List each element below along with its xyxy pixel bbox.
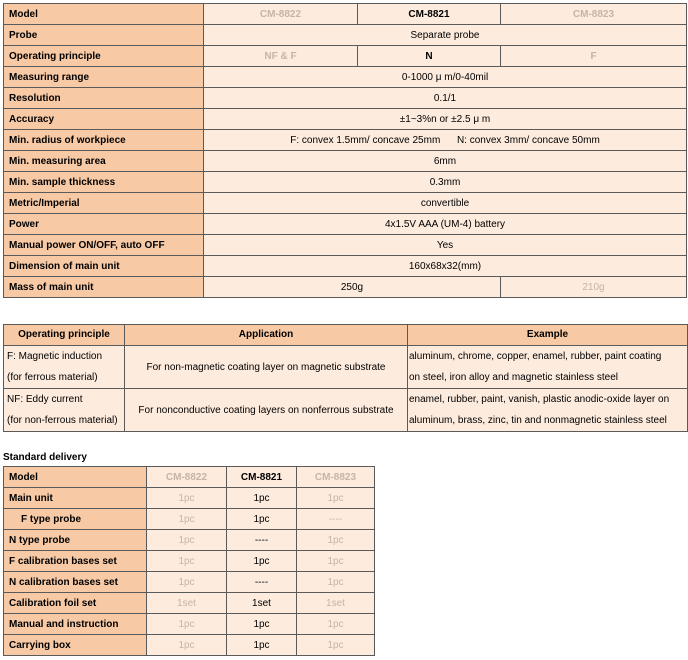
delivery-row-foil	[4, 593, 375, 614]
item-qty-cm8823: 1pc	[297, 530, 375, 551]
principle-name: F: Magnetic induction	[7, 351, 103, 362]
spec-row-mass	[4, 277, 687, 298]
radius-value: F: convex 1.5mm/ concave 25mm N: convex 3mm/ concave 50mm	[204, 130, 687, 151]
item-qty-cm8821: 1pc	[227, 509, 297, 530]
model-cm8822: CM-8822	[204, 4, 358, 25]
principle-cm8822: NF & F	[204, 46, 358, 67]
model-cm8823: CM-8823	[501, 4, 687, 25]
principle-name: NF: Eddy current	[7, 394, 83, 405]
principle-cm8823: F	[501, 46, 687, 67]
spec-row-manual-power	[4, 235, 687, 256]
item-qty-cm8821: ----	[227, 530, 297, 551]
dimension-value: 160x68x32(mm)	[204, 256, 687, 277]
radius-label: Min. radius of workpiece	[4, 130, 204, 151]
item-qty-cm8822: 1set	[147, 593, 227, 614]
thickness-value: 0.3mm	[204, 172, 687, 193]
model-label: Model	[4, 4, 204, 25]
accuracy-value: ±1~3%n or ±2.5 μ m	[204, 109, 687, 130]
principle-material: (for non-ferrous material)	[7, 415, 118, 426]
spec-row-principle	[4, 46, 687, 67]
item-qty-cm8823: 1pc	[297, 635, 375, 656]
item-qty-cm8823: 1pc	[297, 488, 375, 509]
spec-row-thickness	[4, 172, 687, 193]
item-label: F type probe	[4, 509, 147, 530]
principle-material: (for ferrous material)	[7, 372, 98, 383]
spec-row-resolution	[4, 88, 687, 109]
power-label: Power	[4, 214, 204, 235]
model-cm8821: CM-8821	[358, 4, 501, 25]
area-value: 6mm	[204, 151, 687, 172]
delivery-row-manual	[4, 614, 375, 635]
delivery-row-n-probe	[4, 530, 375, 551]
item-qty-cm8823: 1set	[297, 593, 375, 614]
item-qty-cm8823: 1pc	[297, 614, 375, 635]
spec-row-range	[4, 67, 687, 88]
resolution-label: Resolution	[4, 88, 204, 109]
principle-cm8821: N	[358, 46, 501, 67]
mass-cm8823: 210g	[501, 277, 687, 298]
item-label: Carrying box	[4, 635, 147, 656]
item-qty-cm8822: 1pc	[147, 635, 227, 656]
example-line: enamel, rubber, paint, vanish, plastic anodic-oxide layer on	[409, 394, 670, 405]
range-value: 0-1000 μ m/0-40mil	[204, 67, 687, 88]
example-line: aluminum, brass, zinc, tin and nonmagnetic stainless steel	[409, 415, 667, 426]
item-qty-cm8821: 1pc	[227, 551, 297, 572]
spec-row-metric	[4, 193, 687, 214]
dimension-label: Dimension of main unit	[4, 256, 204, 277]
item-qty-cm8823: 1pc	[297, 572, 375, 593]
probe-value: Separate probe	[204, 25, 687, 46]
spec-row-model	[4, 4, 687, 25]
item-label: N type probe	[4, 530, 147, 551]
accuracy-label: Accuracy	[4, 109, 204, 130]
range-label: Measuring range	[4, 67, 204, 88]
item-label: N calibration bases set	[4, 572, 147, 593]
example-header: Example	[408, 325, 688, 346]
metric-value: convertible	[204, 193, 687, 214]
spec-row-probe	[4, 25, 687, 46]
item-qty-cm8821: 1pc	[227, 614, 297, 635]
probe-label: Probe	[4, 25, 204, 46]
manual-power-label: Manual power ON/OFF, auto OFF	[4, 235, 204, 256]
example-cell	[408, 389, 688, 432]
item-label: Main unit	[4, 488, 147, 509]
manual-power-value: Yes	[204, 235, 687, 256]
delivery-row-n-bases	[4, 572, 375, 593]
delivery-model-label: Model	[4, 467, 147, 488]
application-cell: For nonconductive coating layers on nonferrous substrate	[125, 389, 408, 432]
delivery-model-cm8823: CM-8823	[297, 467, 375, 488]
thickness-label: Min. sample thickness	[4, 172, 204, 193]
application-cell: For non-magnetic coating layer on magnetic substrate	[125, 346, 408, 389]
delivery-row-box	[4, 635, 375, 656]
mass-label: Mass of main unit	[4, 277, 204, 298]
area-label: Min. measuring area	[4, 151, 204, 172]
principle-label: Operating principle	[4, 46, 204, 67]
item-qty-cm8822: 1pc	[147, 614, 227, 635]
delivery-table	[3, 466, 375, 656]
example-cell	[408, 346, 688, 389]
spec-row-dimension	[4, 256, 687, 277]
principle-cell	[4, 389, 125, 432]
principle-header: Operating principle	[4, 325, 125, 346]
item-label: Calibration foil set	[4, 593, 147, 614]
item-qty-cm8823: ----	[297, 509, 375, 530]
item-label: F calibration bases set	[4, 551, 147, 572]
item-qty-cm8822: 1pc	[147, 572, 227, 593]
delivery-row-main-unit	[4, 488, 375, 509]
item-qty-cm8821: ----	[227, 572, 297, 593]
spec-table	[3, 3, 687, 298]
spec-row-accuracy	[4, 109, 687, 130]
delivery-model-cm8822: CM-8822	[147, 467, 227, 488]
delivery-title: Standard delivery	[3, 452, 87, 463]
principle-row-f	[4, 346, 688, 389]
resolution-value: 0.1/1	[204, 88, 687, 109]
metric-label: Metric/Imperial	[4, 193, 204, 214]
power-value: 4x1.5V AAA (UM-4) battery	[204, 214, 687, 235]
application-header: Application	[125, 325, 408, 346]
item-qty-cm8822: 1pc	[147, 509, 227, 530]
spec-row-radius	[4, 130, 687, 151]
delivery-row-f-probe	[4, 509, 375, 530]
item-label: Manual and instruction	[4, 614, 147, 635]
delivery-model-cm8821: CM-8821	[227, 467, 297, 488]
item-qty-cm8823: 1pc	[297, 551, 375, 572]
item-qty-cm8822: 1pc	[147, 530, 227, 551]
item-qty-cm8822: 1pc	[147, 488, 227, 509]
principle-header-row	[4, 325, 688, 346]
spec-row-power	[4, 214, 687, 235]
principle-cell	[4, 346, 125, 389]
item-qty-cm8821: 1pc	[227, 488, 297, 509]
delivery-row-f-bases	[4, 551, 375, 572]
item-qty-cm8821: 1set	[227, 593, 297, 614]
delivery-header-row	[4, 467, 375, 488]
example-line: aluminum, chrome, copper, enamel, rubber, paint coating	[409, 351, 662, 362]
principle-table	[3, 324, 688, 432]
item-qty-cm8822: 1pc	[147, 551, 227, 572]
item-qty-cm8821: 1pc	[227, 635, 297, 656]
mass-cm8822-cm8821: 250g	[204, 277, 501, 298]
principle-row-nf	[4, 389, 688, 432]
example-line: on steel, iron alloy and magnetic stainless steel	[409, 372, 619, 383]
spec-row-area	[4, 151, 687, 172]
